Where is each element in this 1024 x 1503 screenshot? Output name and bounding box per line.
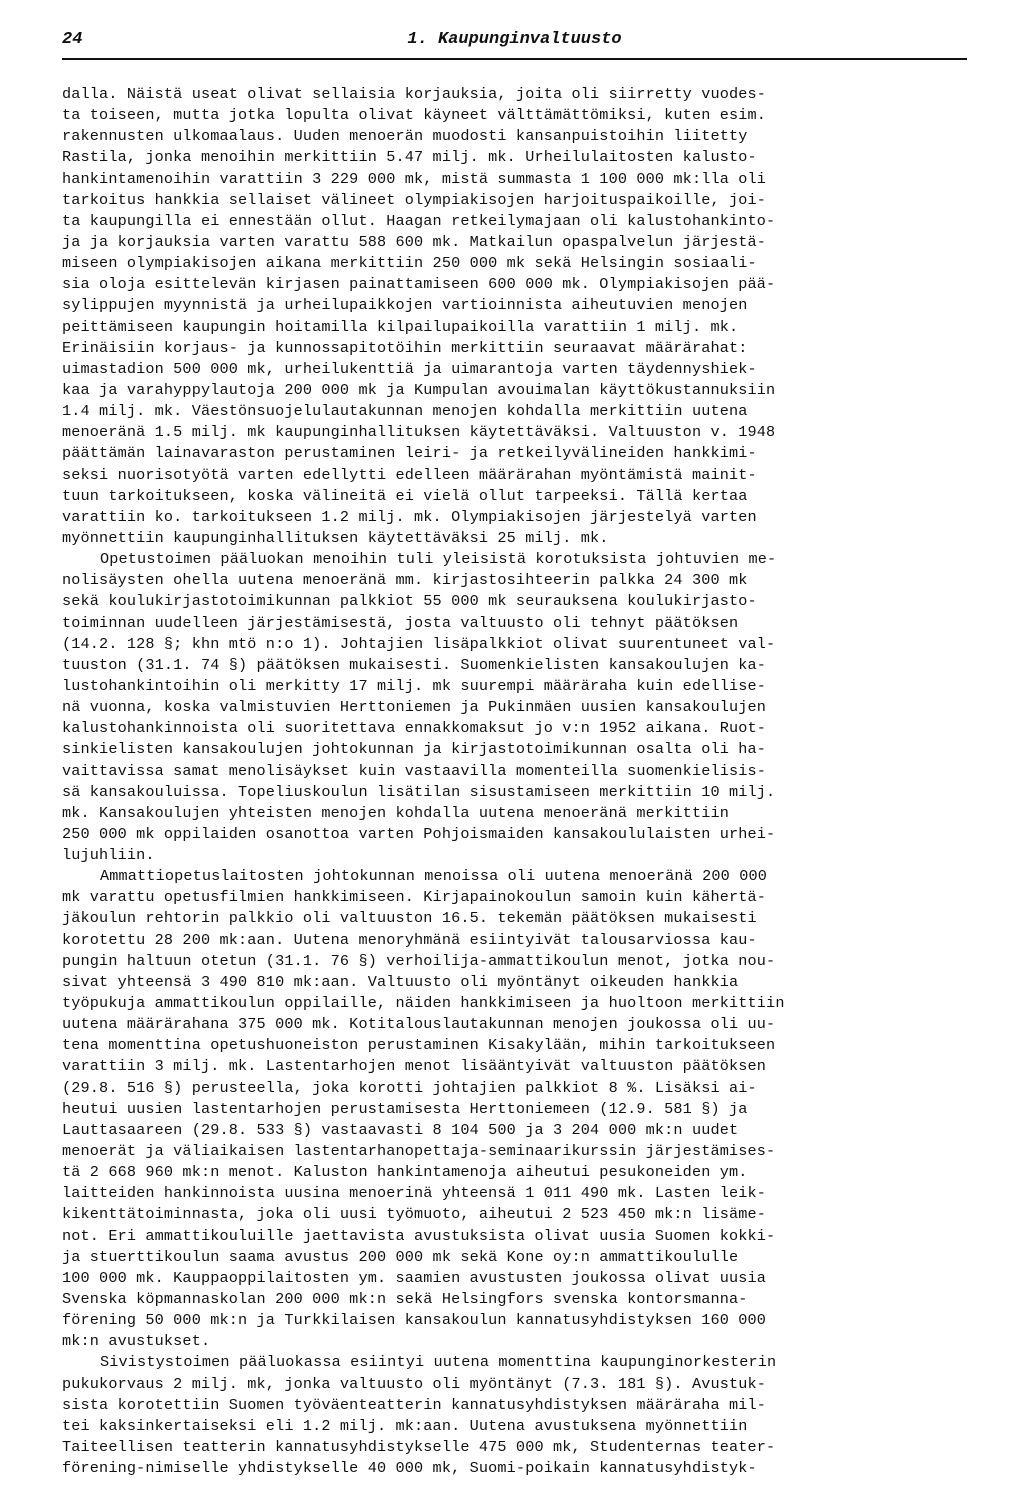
text-line: Svenska köpmannaskolan 200 000 mk:n sekä Helsingfors svenska kontorsmanna- [62,1290,748,1309]
page-number: 24 [62,30,83,49]
page-header [62,18,967,60]
text-line: lujuhliin. [62,846,155,865]
text-line: sylippujen myynnistä ja urheilupaikkojen vartioinnista aiheutuvien menojen [62,296,748,315]
text-line: jäkoulun rehtorin palkkio oli valtuuston 16.5. tekemän päätöksen mukaisesti [62,909,757,928]
text-line: sivat yhteensä 3 490 810 mk:aan. Valtuusto oli myöntänyt oikeuden hankkia [62,972,739,991]
text-line: tuun tarkoitukseen, koska välineitä ei vielä ollut tarpeeksi. Tällä kertaa [62,486,748,505]
text-line: vaittavissa samat menolisäykset kuin vastaavilla momenteilla suomenkielisis- [62,761,767,780]
text-line: (29.8. 516 §) perusteella, joka korotti johtajien palkkiot 8 %. Lisäksi ai- [62,1078,757,1097]
text-line: varattiin ko. tarkoitukseen 1.2 milj. mk. Olympiakisojen järjestelyä varten [62,507,757,526]
text-line: nä vuonna, koska valmistuvien Herttoniemen ja Pukinmäen uusien kansakoulujen [62,698,767,717]
text-line: tarkoitus hankkia sellaiset välineet olympiakisojen harjoituspaikoille, joi- [62,190,767,209]
text-line: uutena määrärahana 375 000 mk. Kotitalouslautakunnan menojen joukossa oli uu- [62,1015,776,1034]
text-line: 1.4 milj. mk. Väestönsuojelulautakunnan menojen kohdalla merkittiin uutena [62,402,748,421]
text-line: tei kaksinkertaiseksi eli 1.2 milj. mk:aan. Uutena avustuksena myönnettiin [62,1416,748,1435]
text-line: laitteiden hankinnoista uusina menoerinä yhteensä 1 011 490 mk. Lasten leik- [62,1184,767,1203]
text-line: menoeränä 1.5 milj. mk kaupunginhallituksen käytettäväksi. Valtuuston v. 1948 [62,423,776,442]
text-line: ta toiseen, mutta jotka lopulta olivat käyneet välttämättömiksi, kuten esim. [62,106,767,125]
text-line: ja stuerttikoulun saama avustus 200 000 mk sekä Kone oy:n ammattikoululle [62,1247,739,1266]
text-line: (14.2. 128 §; khn mtö n:o 1). Johtajien lisäpalkkiot olivat suurentuneet val- [62,634,776,653]
text-line: förening-nimiselle yhdistykselle 40 000 mk, Suomi-poikain kannatusyhdistyk- [62,1459,757,1478]
text-line: pukukorvaus 2 milj. mk, jonka valtuusto oli myöntänyt (7.3. 181 §). Avustuk- [62,1374,767,1393]
text-line: mk:n avustukset. [62,1332,211,1351]
text-line: 250 000 mk oppilaiden osanottoa varten Pohjoismaiden kansakoululaisten urhei- [62,824,776,843]
text-line: tena momenttina opetushuoneiston perustaminen Kisakylään, mihin tarkoitukseen [62,1036,776,1055]
text-line: mk. Kansakoulujen yhteisten menojen kohdalla uutena menoeränä merkittiin [62,803,730,822]
text-line: kalustohankinnoista oli suoritettava ennakkomaksut jo v:n 1952 aikana. Ruot- [62,719,767,738]
text-line: Taiteellisen teatterin kannatusyhdistykselle 475 000 mk, Studenternas teater- [62,1438,776,1456]
text-line: kaa ja varahyppylautoja 200 000 mk ja Kumpulan avouimalan käyttökustannuksiin [62,380,776,399]
text-line: ta kaupungilla ei ennestään ollut. Haagan retkeilymajaan oli kalustohankinto- [62,211,776,230]
text-line: toiminnan uudelleen järjestämisestä, josta valtuusto oli tehnyt päätöksen [62,613,739,632]
text-line: förening 50 000 mk:n ja Turkkilaisen kansakoulun kannatusyhdistyksen 160 000 [62,1311,767,1330]
text-line: uimastadion 500 000 mk, urheilukenttiä ja uimarantoja varten täydennyshiek- [62,359,757,378]
text-line: kikenttätoiminnasta, joka oli uusi työmuoto, aiheutui 2 523 450 mk:n lisäme- [62,1205,767,1224]
text-line: korotettu 28 200 mk:aan. Uutena menoryhmänä esiintyivät talousarviossa kau- [62,930,757,949]
text-line: hankintamenoihin varattiin 3 229 000 mk, mistä summasta 1 100 000 mk:lla oli [62,169,767,188]
text-line: Opetustoimen pääluokan menoihin tuli yleisistä korotuksista johtuvien me- [100,550,777,569]
text-line: työpukuja ammattikoulun oppilaille, näiden hankkimiseen ja huoltoon merkittiin [62,994,785,1013]
text-line: menoerät ja väliaikaisen lastentarhanopettaja-seminaarikurssin järjestämises- [62,1142,776,1161]
text-line: myönnettiin kaupunginhallituksen käytettäväksi 25 milj. mk. [62,528,609,547]
text-line: Lauttasaareen (29.8. 533 §) vastaavasti 8 104 500 ja 3 204 000 mk:n uudet [62,1120,739,1139]
text-line: nolisäysten ohella uutena menoeränä mm. kirjastosihteerin palkka 24 300 mk [62,571,748,590]
text-line: peittämiseen kaupungin hoitamilla kilpailupaikoilla varattiin 1 milj. mk. [62,317,739,336]
text-line: lustohankintoihin oli merkitty 17 milj. mk suurempi määräraha kuin edellise- [62,676,767,695]
text-line: dalla. Näistä useat olivat sellaisia korjauksia, joita oli siirretty vuodes- [62,85,767,103]
text-line: tä 2 668 960 mk:n menot. Kaluston hankintamenoja aiheutui pesukoneiden ym. [62,1163,748,1182]
text-line: not. Eri ammattikouluille jaettavista avustuksista olivat uusia Suomen kokki- [62,1226,776,1245]
text-line: Rastila, jonka menoihin merkittiin 5.47 milj. mk. Urheilulaitosten kalusto- [62,148,757,167]
text-line: Ammattiopetuslaitosten johtokunnan menoissa oli uutena menoeränä 200 000 [100,867,768,886]
text-line: mk varattu opetusfilmien hankkimiseen. Kirjapainokoulun samoin kuin kähertä- [62,888,767,907]
text-line: heutui uusien lastentarhojen perustamisesta Herttoniemeen (12.9. 581 §) ja [62,1099,748,1118]
body-text [62,84,967,1479]
text-line: pungin haltuun otetun (31.1. 76 §) verhoilija-ammattikoulun menot, jotka nou- [62,951,776,970]
text-line: päättämän lainavaraston perustaminen leiri- ja retkeilyvälineiden hankkimi- [62,444,757,463]
text-line: tuuston (31.1. 74 §) päätöksen mukaisesti. Suomenkielisten kansakoulujen ka- [62,655,767,674]
running-head: 1. Kaupunginvaltuusto [407,30,622,49]
text-line: varattiin 3 milj. mk. Lastentarhojen menot lisääntyivät valtuuston päätöksen [62,1057,767,1076]
text-line: Sivistystoimen pääluokassa esiintyi uutena momenttina kaupunginorkesterin [100,1353,777,1372]
text-line: sekä koulukirjastotoimikunnan palkkiot 55 000 mk seurauksena koulukirjasto- [62,592,757,611]
text-line: 100 000 mk. Kauppaoppilaitosten ym. saamien avustusten joukossa olivat uusia [62,1268,767,1287]
text-line: sista korotettiin Suomen työväenteatterin kannatusyhdistyksen määräraha mil- [62,1395,767,1414]
text-line: seksi nuorisotyötä varten edellytti edelleen määrärahan myöntämistä mainit- [62,465,757,484]
text-line: ja ja korjauksia varten varattu 588 600 mk. Matkailun opaspalvelun järjestä- [62,232,767,251]
text-line: sä kansakouluissa. Topeliuskoulun lisätilan sisustamiseen merkittiin 10 milj. [62,782,776,801]
text-line: sia oloja esittelevän kirjasen painattamiseen 600 000 mk. Olympiakisojen pää- [62,275,776,294]
text-line: rakennusten ulkomaalaus. Uuden menoerän muodosti kansanpuistoihin liitetty [62,127,748,146]
text-line: miseen olympiakisojen aikana merkittiin 250 000 mk sekä Helsingin sosiaali- [62,254,757,273]
text-line: sinkielisten kansakoulujen johtokunnan ja kirjastotoimikunnan osalta oli ha- [62,740,767,759]
text-line: Erinäisiin korjaus- ja kunnossapitotöihin merkittiin seuraavat määrärahat: [62,338,748,357]
